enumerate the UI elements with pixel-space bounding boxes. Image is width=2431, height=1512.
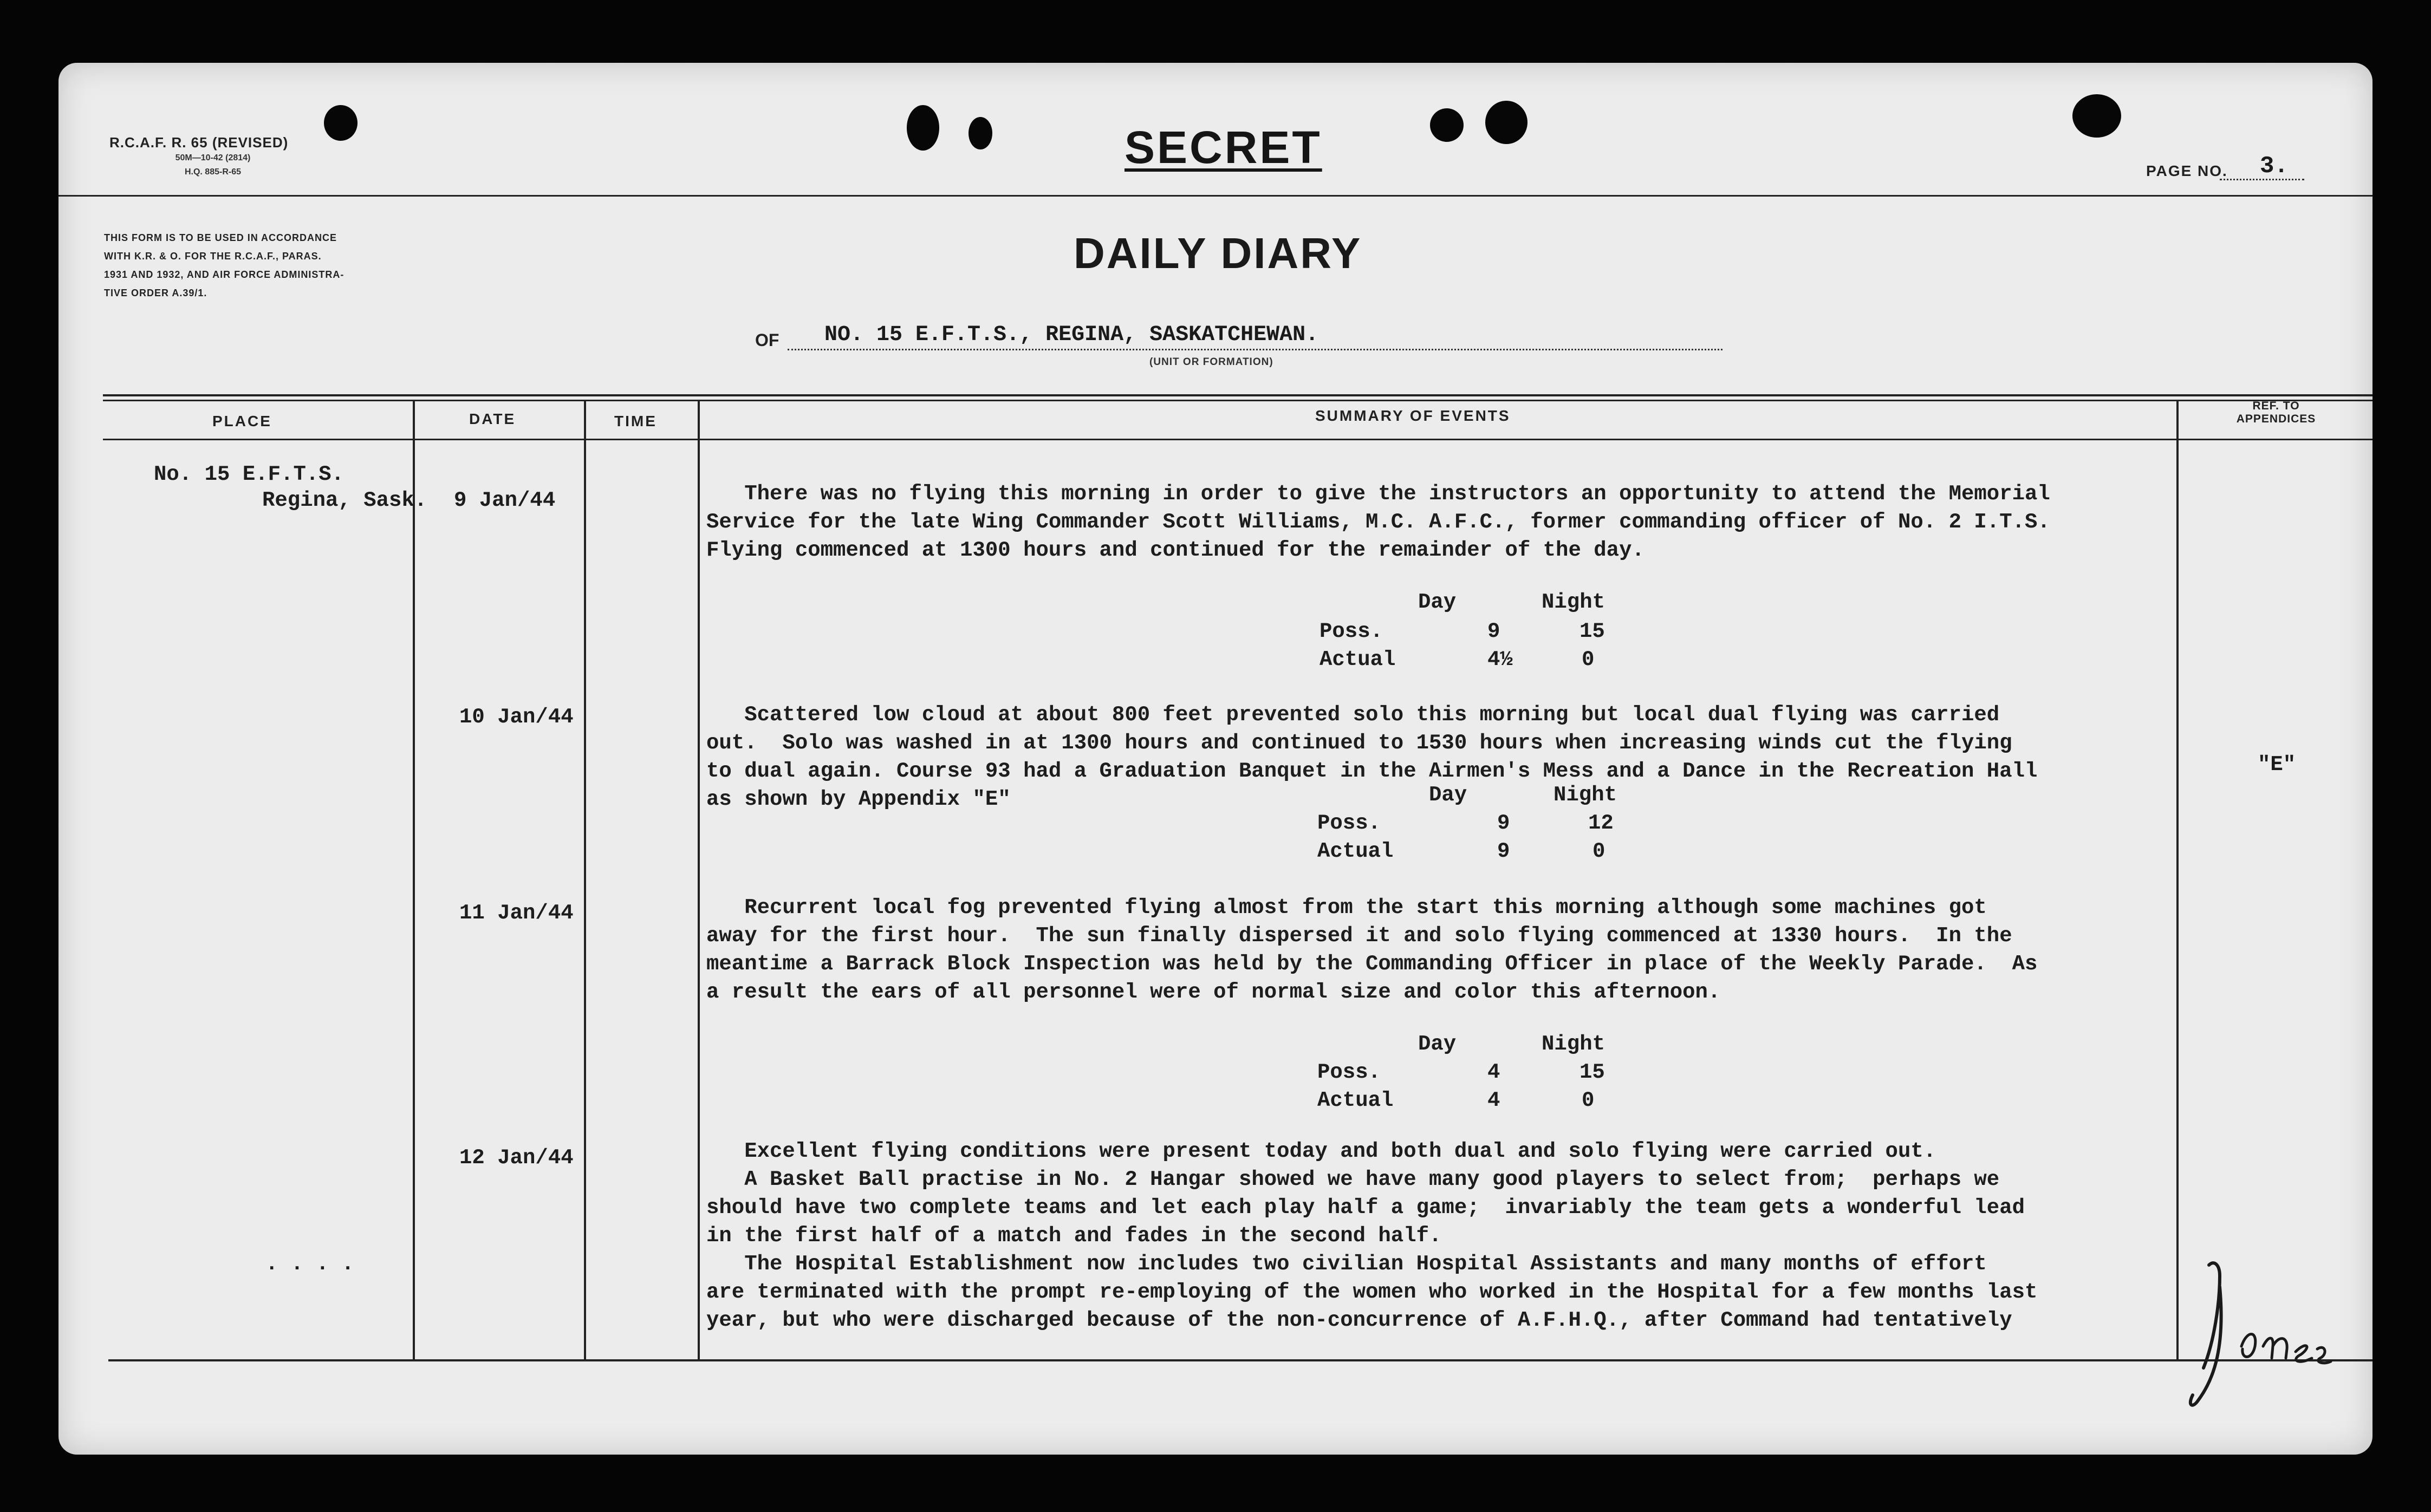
punch-hole — [907, 105, 939, 151]
form-instructions — [104, 229, 570, 302]
actual-day: 9 — [1497, 839, 1510, 863]
punch-hole — [1430, 108, 1464, 142]
poss-label: Poss. — [1320, 620, 1383, 643]
actual-label: Actual — [1317, 1089, 1394, 1112]
punch-hole — [2072, 94, 2121, 138]
night-header: Night — [1554, 783, 1617, 807]
actual-day: 4½ — [1487, 648, 1513, 672]
summary-line: year, but who were discharged because of the non-concurrence of A.F.H.Q., after Command had tentatively — [706, 1308, 2012, 1332]
poss-label: Poss. — [1317, 1060, 1381, 1084]
instruction-line: WITH K.R. & O. FOR THE R.C.A.F., PARAS. — [104, 251, 322, 262]
summary-line: Flying commenced at 1300 hours and continued for the remainder of the day. — [706, 538, 1644, 562]
of-label: OF — [755, 330, 779, 350]
entry-date: 9 Jan/44 — [454, 488, 556, 512]
column-header-date: DATE — [469, 410, 516, 427]
column-divider — [2176, 400, 2179, 1360]
summary-line: The Hospital Establishment now includes two civilian Hospital Assistants and many months of effort — [706, 1252, 1987, 1276]
instruction-line: 1931 AND 1932, AND AIR FORCE ADMINISTRA- — [104, 269, 344, 280]
summary-line: A Basket Ball practise in No. 2 Hangar showed we have many good players to select from; perhaps we — [706, 1168, 2000, 1191]
diary-page — [58, 63, 2372, 1455]
entry-summary — [706, 894, 2037, 1006]
punch-hole — [968, 117, 992, 149]
page-number-label: PAGE NO. — [2146, 162, 2228, 179]
actual-label: Actual — [1320, 648, 1396, 672]
entry-date: 12 Jan/44 — [459, 1146, 574, 1170]
unit-caption: (UNIT OR FORMATION) — [1149, 356, 1273, 368]
ref-header-line: REF. TO — [2252, 400, 2300, 412]
column-header-summary: SUMMARY OF EVENTS — [1315, 407, 1511, 424]
summary-line: a result the ears of all personnel were of normal size and color this afternoon. — [706, 980, 1721, 1004]
hq-code: H.Q. 885-R-65 — [184, 167, 242, 177]
actual-night: 0 — [1582, 1089, 1595, 1112]
instruction-line: TIVE ORDER A.39/1. — [104, 288, 207, 298]
place-line-1: No. 15 E.F.T.S. — [154, 462, 344, 486]
form-number: R.C.A.F. R. 65 (REVISED) — [109, 134, 289, 151]
unit-underline — [788, 349, 1722, 350]
summary-line: in the first half of a match and fades in the second half. — [706, 1224, 1442, 1248]
summary-line: as shown by Appendix "E" — [706, 787, 1011, 811]
actual-day: 4 — [1487, 1089, 1500, 1112]
poss-label: Poss. — [1317, 811, 1381, 835]
column-header-time: TIME — [614, 413, 657, 429]
column-divider — [413, 400, 415, 1360]
appendix-reference: "E" — [2258, 753, 2296, 777]
column-divider — [584, 400, 586, 1360]
flying-stats — [1261, 1032, 1673, 1124]
signature-initials — [2182, 1238, 2355, 1422]
unit-name: NO. 15 E.F.T.S., REGINA, SASKATCHEWAN. — [824, 323, 1319, 347]
classification-stamp: SECRET — [1124, 122, 1322, 173]
entry-date: 11 Jan/44 — [459, 901, 574, 925]
dotted-leader: · · · · — [265, 1256, 354, 1280]
summary-line: to dual again. Course 93 had a Graduation Banquet in the Airmen's Mess and a Dance in the Recreation Hall — [706, 759, 2038, 783]
summary-line: Scattered low cloud at about 800 feet prevented solo this morning but local dual flying was carried — [706, 703, 2000, 727]
actual-night: 0 — [1582, 648, 1595, 672]
entry-summary — [706, 480, 2050, 564]
page-number: 3. — [2260, 153, 2289, 180]
actual-label: Actual — [1317, 839, 1394, 863]
summary-line: out. Solo was washed in at 1300 hours and continued to 1530 hours when increasing winds cut the flying — [706, 731, 2012, 755]
instruction-line: THIS FORM IS TO BE USED IN ACCORDANCE — [104, 232, 337, 243]
print-code: 50M—10-42 (2814) — [175, 153, 251, 162]
column-header-ref — [2189, 400, 2363, 426]
table-header-rule — [103, 439, 2372, 440]
summary-line: meantime a Barrack Block Inspection was held by the Commanding Officer in place of the Weekly Parade. As — [706, 952, 2038, 976]
table-top-rule — [103, 400, 2372, 401]
poss-day: 4 — [1487, 1060, 1500, 1084]
day-header: Day — [1418, 1032, 1457, 1056]
summary-line: Recurrent local fog prevented flying almost from the start this morning although some machines got — [706, 896, 1987, 920]
page-title: DAILY DIARY — [1074, 229, 1362, 277]
column-header-place: PLACE — [212, 413, 272, 429]
poss-night: 15 — [1580, 620, 1605, 643]
flying-stats — [1261, 783, 1673, 875]
poss-day: 9 — [1497, 811, 1510, 835]
punch-hole — [324, 105, 358, 141]
header-rule — [58, 195, 2372, 197]
poss-night: 12 — [1588, 811, 1614, 835]
day-header: Day — [1418, 590, 1457, 614]
flying-stats — [1261, 590, 1673, 682]
table-top-rule — [103, 394, 2372, 396]
summary-line: There was no flying this morning in order to give the instructors an opportunity to attend the Memorial — [706, 482, 2050, 506]
actual-night: 0 — [1592, 839, 1606, 863]
summary-line: Excellent flying conditions were present today and both dual and solo flying were carried out. — [706, 1139, 1936, 1163]
summary-line: Service for the late Wing Commander Scott Williams, M.C. A.F.C., former commanding officer of No. 2 I.T.S. — [706, 510, 2050, 534]
table-bottom-rule — [108, 1359, 2372, 1361]
poss-night: 15 — [1580, 1060, 1605, 1084]
entry-date: 10 Jan/44 — [459, 705, 574, 729]
ref-header-line: APPENDICES — [2236, 413, 2316, 425]
summary-line: away for the first hour. The sun finally dispersed it and solo flying commenced at 1330 hours. In the — [706, 924, 2012, 948]
punch-hole — [1485, 101, 1528, 144]
entry-summary — [706, 1137, 2037, 1334]
summary-line: are terminated with the prompt re-employing of the women who worked in the Hospital for a few months last — [706, 1280, 2038, 1304]
poss-day: 9 — [1487, 620, 1500, 643]
place-line-2: Regina, Sask. — [262, 488, 427, 512]
day-header: Day — [1429, 783, 1467, 807]
night-header: Night — [1542, 1032, 1606, 1056]
summary-line: should have two complete teams and let each play half a game; invariably the team gets a wonderful lead — [706, 1196, 2025, 1220]
night-header: Night — [1542, 590, 1606, 614]
column-divider — [698, 400, 700, 1360]
